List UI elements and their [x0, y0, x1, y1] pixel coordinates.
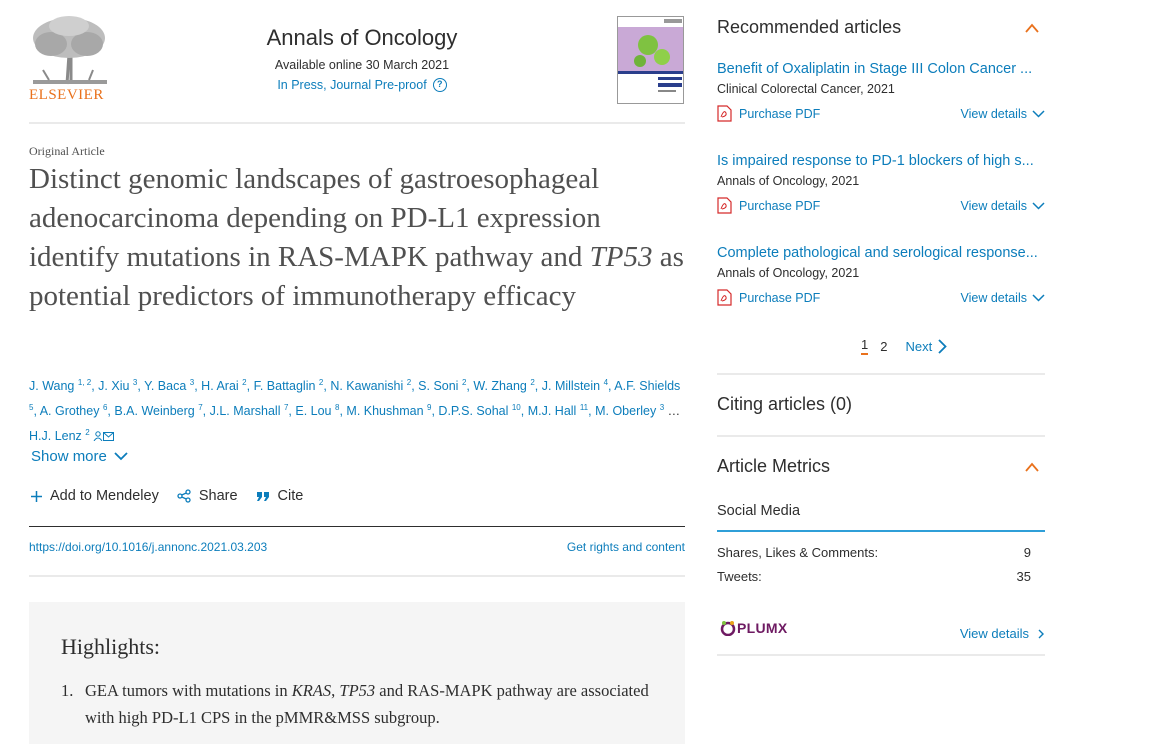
view-details-label[interactable]: View details	[960, 198, 1027, 213]
page-2[interactable]: 2	[880, 338, 888, 354]
author-affiliation[interactable]: 11	[579, 403, 589, 412]
cite-label[interactable]: Cite	[277, 488, 304, 504]
purchase-pdf-label[interactable]: Purchase PDF	[739, 198, 821, 213]
author-link[interactable]: J. Millstein	[541, 379, 601, 393]
highlight-text-post: and RAS-MAPK pathway are associated with high PD-L1 CPS in the pMMR&MSS subgroup.	[85, 681, 649, 727]
recommended-article	[717, 61, 1045, 122]
view-details-toggle[interactable]	[961, 289, 1045, 306]
highlights-title: Highlights:	[61, 634, 161, 659]
title-text-2: as potential predictors of immunotherapy efficacy	[29, 241, 684, 312]
author-link[interactable]: A. Grothey	[39, 404, 100, 418]
person-icon[interactable]	[93, 431, 103, 441]
author-affiliation[interactable]: 9	[427, 403, 432, 412]
recommended-article-source: Annals of Oncology, 2021	[717, 174, 860, 188]
chevron-up-icon[interactable]	[1025, 23, 1039, 33]
elsevier-wordmark[interactable]: ELSEVIER	[29, 87, 104, 103]
cite-button[interactable]	[256, 488, 304, 504]
pagination	[861, 337, 947, 355]
divider	[717, 373, 1045, 375]
quote-icon	[256, 491, 270, 502]
next-page-button[interactable]	[905, 339, 947, 354]
doi-bar	[29, 526, 685, 577]
author-affiliation[interactable]: 2	[242, 378, 247, 387]
author-link[interactable]: B.A. Weinberg	[114, 404, 195, 418]
author-affiliation[interactable]: 2	[461, 378, 467, 387]
chevron-right-icon	[938, 339, 947, 354]
article-actions	[31, 488, 303, 504]
author-affiliation[interactable]: 6	[102, 403, 108, 412]
journal-info	[219, 25, 505, 94]
highlight-item	[61, 677, 653, 731]
author-affiliation[interactable]: 3	[132, 378, 138, 387]
share-icon	[177, 489, 191, 503]
show-more-label[interactable]: Show more	[31, 448, 107, 465]
mendeley-label[interactable]: Add to Mendeley	[50, 488, 159, 504]
purchase-pdf-link[interactable]	[717, 105, 820, 122]
share-label[interactable]: Share	[198, 488, 238, 504]
recommended-article-source: Annals of Oncology, 2021	[717, 266, 860, 280]
chevron-down-icon	[114, 452, 128, 461]
author-link[interactable]: A.F. Shields	[614, 379, 681, 393]
email-icon[interactable]	[103, 432, 114, 441]
recommended-article-title[interactable]: Benefit of Oxaliplatin in Stage III Colon Cancer ...	[717, 61, 1033, 77]
highlight-text	[85, 677, 653, 731]
purchase-pdf-label[interactable]: Purchase PDF	[739, 106, 821, 121]
journal-cover-image[interactable]	[617, 16, 684, 104]
chevron-up-icon[interactable]	[1025, 462, 1039, 472]
pdf-icon	[717, 289, 732, 306]
add-to-mendeley-button[interactable]	[31, 488, 159, 504]
author-link[interactable]: M. Khushman	[346, 404, 424, 418]
author-affiliation[interactable]: 2	[318, 378, 324, 387]
journal-title[interactable]: Annals of Oncology	[266, 25, 458, 50]
metric-value: 35	[1016, 569, 1031, 584]
author-affiliation[interactable]: 5	[29, 403, 34, 412]
view-details-label[interactable]: View details	[960, 106, 1027, 121]
in-press-label[interactable]: In Press, Journal Pre-proof	[277, 78, 427, 92]
author-link[interactable]: W. Zhang	[473, 379, 527, 393]
metric-row	[717, 545, 1031, 560]
show-more-button[interactable]	[31, 448, 128, 465]
doi-link[interactable]: https://doi.org/10.1016/j.annonc.2021.03.203	[29, 540, 268, 554]
author-link[interactable]: N. Kawanishi	[330, 379, 404, 393]
author-link[interactable]: H.J. Lenz	[29, 429, 82, 443]
in-press-status[interactable]	[277, 78, 446, 92]
plus-icon	[31, 491, 42, 502]
plumx-logo[interactable]	[720, 620, 788, 636]
author-link[interactable]: M. Oberley	[595, 404, 657, 418]
highlight-gene-kras: KRAS	[291, 681, 332, 700]
highlight-text-pre: GEA tumors with mutations in	[85, 681, 292, 700]
author-link[interactable]: M.J. Hall	[527, 404, 577, 418]
article-type: Original Article	[29, 144, 105, 158]
author-affiliation[interactable]: 1, 2	[77, 378, 92, 387]
publication-header	[29, 0, 685, 124]
recommended-article	[717, 153, 1045, 214]
author-link[interactable]: F. Battaglin	[253, 379, 316, 393]
metric-value: 9	[1023, 545, 1031, 560]
purchase-pdf-label[interactable]: Purchase PDF	[739, 290, 821, 305]
highlight-number: 1.	[61, 681, 74, 700]
author-affiliation[interactable]: 2	[530, 378, 535, 387]
article-metrics-header[interactable]	[717, 456, 1039, 477]
pdf-icon	[717, 197, 732, 214]
article-metrics-title: Article Metrics	[717, 456, 831, 476]
divider	[717, 654, 1045, 656]
author-link[interactable]: H. Arai	[201, 379, 239, 393]
author-affiliation[interactable]: 8	[335, 403, 340, 412]
plumx-view-details-label[interactable]: View details	[959, 626, 1029, 641]
pdf-icon	[717, 105, 732, 122]
next-label[interactable]: Next	[905, 338, 933, 354]
page-1[interactable]: 1	[861, 337, 868, 355]
metric-label: Shares, Likes & Comments:	[717, 545, 879, 560]
author-affiliation[interactable]: 2	[406, 378, 412, 387]
available-online-date: Available online 30 March 2021	[274, 58, 450, 72]
article-column	[29, 0, 685, 727]
author-affiliation[interactable]: 7	[198, 403, 203, 412]
purchase-pdf-link[interactable]	[717, 197, 820, 214]
citing-articles-header[interactable]: Citing articles (0)	[717, 394, 853, 414]
metric-label: Tweets:	[717, 569, 762, 584]
author-link[interactable]: S. Soni	[418, 379, 459, 393]
rights-link[interactable]: Get rights and content	[566, 540, 685, 554]
help-icon[interactable]: ?	[433, 78, 447, 92]
recommended-article-actions	[717, 105, 1045, 122]
author-link[interactable]: E. Lou	[295, 404, 332, 418]
recommended-article-title[interactable]: Complete pathological and serological response...	[717, 245, 1038, 261]
divider	[717, 435, 1045, 437]
author-affiliation[interactable]: 10	[511, 403, 521, 412]
recommended-article-actions	[717, 197, 1045, 214]
author-link[interactable]: J.L. Marshall	[209, 404, 281, 418]
view-details-toggle[interactable]	[961, 105, 1045, 122]
cover-art	[618, 17, 684, 104]
highlight-gene-tp53: TP53	[339, 681, 376, 700]
author-ellipsis: …	[667, 404, 681, 418]
recommended-article-actions	[717, 289, 1045, 306]
author-affiliation[interactable]: 4	[603, 378, 609, 387]
plumx-label: PLUMX	[737, 620, 788, 636]
highlight-text-mid: ,	[331, 681, 340, 700]
view-details-label[interactable]: View details	[960, 290, 1027, 305]
highlights-box	[29, 602, 685, 744]
chevron-down-icon	[1032, 202, 1045, 210]
author-link[interactable]: J. Wang	[29, 379, 75, 393]
plumx-view-details-link[interactable]	[960, 626, 1044, 641]
author-link[interactable]: J. Xiu	[98, 379, 130, 393]
recommended-article-title[interactable]: Is impaired response to PD-1 blockers of high s...	[717, 153, 1034, 169]
author-list: J. Wang $^{1, 2}$, J. Xiu $^3$, Y. Baca $^3$, H. Arai $^2$, F. Battaglin $^2$, N. Kawanishi $^2$, S. Soni $^2$, W. Zhang $^2$, J. Millstein $^4$, A.F. Shields $^5$, A. Grothey $^6$, B.A. Weinberg $^7$, J.L. Marshall $^7$, E. Lou $^8$, M. Khushman $^9$, D.P.S. Sohal $^{10}$, M.J. Hall $^{11}$, M. Oberley $^3$ … H.J. Lenz $^2$	[29, 378, 681, 443]
view-details-toggle[interactable]	[961, 197, 1045, 214]
purchase-pdf-link[interactable]	[717, 289, 820, 306]
author-affiliation[interactable]: 3	[189, 378, 195, 387]
recommended-title: Recommended articles	[717, 17, 902, 37]
author-affiliation[interactable]: 7	[283, 403, 289, 412]
share-button[interactable]	[177, 488, 238, 504]
chevron-down-icon	[1032, 110, 1045, 118]
author-affiliation[interactable]: 3	[659, 403, 665, 412]
article-title	[29, 160, 685, 316]
plumx-icon	[720, 620, 736, 636]
author-affiliation[interactable]: 2	[85, 428, 90, 437]
metric-row	[717, 569, 1031, 584]
author-link[interactable]: Y. Baca	[144, 379, 187, 393]
chevron-down-icon	[1032, 294, 1045, 302]
chevron-right-icon	[1038, 629, 1044, 639]
recommended-article-source: Clinical Colorectal Cancer, 2021	[717, 82, 895, 96]
recommended-article	[717, 245, 1045, 306]
title-gene-italic: TP53	[589, 241, 653, 273]
author-link[interactable]: D.P.S. Sohal	[438, 404, 509, 418]
social-media-tab[interactable]: Social Media	[717, 503, 1045, 532]
title-text-1: Distinct genomic landscapes of gastroesophageal adenocarcinoma depending on PD-L1 expression identify mutations in RAS-MAPK pathway and	[29, 163, 601, 273]
recommended-header[interactable]	[717, 17, 1039, 38]
